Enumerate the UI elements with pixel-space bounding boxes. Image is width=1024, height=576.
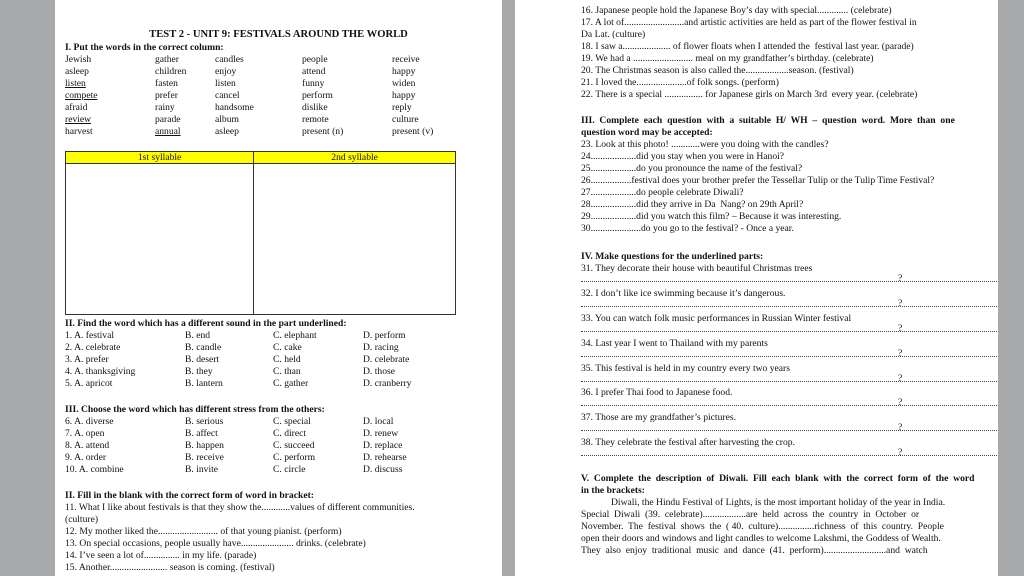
option-a: 8. A. attend [65,440,110,451]
word-cell: dislike [302,102,328,113]
word-cell: funny [302,78,325,89]
question-row [65,342,399,353]
word-row [65,54,420,65]
question-mark: ? [898,323,903,334]
option-b: B. end [185,330,211,341]
option-a: 4. A. thanksgiving [65,366,136,377]
option-c: C. perform [273,452,316,463]
word-cell: children [155,66,187,77]
question-23: 23. Look at this photo! ............were you doing with the candles? [581,139,829,150]
section-4-heading-right: IV. Make questions for the underlined parts: [581,251,764,262]
option-a: 3. A. prefer [65,354,109,365]
option-c: C. succeed [273,440,315,451]
option-c: C. circle [273,464,306,475]
syllable-cell-2[interactable] [254,164,456,315]
question-13: 13. On special occasions, people usually have...................... drinks. (celebrate) [65,538,366,549]
option-b: B. happen [185,440,224,451]
answer-line[interactable] [581,281,997,282]
question-12: 12. My mother liked the......................... of that young pianist. (perform) [65,526,342,537]
question-27: 27...................do people celebrate Diwali? [581,187,744,198]
word-cell: reply [392,102,412,113]
word-row [65,114,419,125]
word-cell: present (v) [392,126,434,137]
option-d: D. local [363,416,394,427]
question-17: 17. A lot of.........................and artistic activities are held as part of the flower festival in [581,17,917,28]
word-cell: fasten [155,78,178,89]
question-mark: ? [898,447,903,458]
word-row [65,90,416,101]
paragraph-line: Special Diwali (39. celebrate)..................are held across the country in October or [581,509,920,520]
paragraph-line: open their doors and windows and light candles to welcome Lakshmi, the Goddess of Wealth. [581,533,941,544]
answer-line[interactable] [581,455,997,456]
section-3-heading: III. Choose the word which has different stress from the others: [65,404,325,415]
word-cell: receive [392,54,420,65]
word-cell: listen [65,78,86,89]
section-2-heading: II. Find the word which has a different sound in the part underlined: [65,318,347,329]
question-28: 28...................did they arrive in Da Nang? on 29th April? [581,199,804,210]
word-cell: rainy [155,102,175,113]
answer-line[interactable] [581,331,997,332]
word-row [65,102,412,113]
word-cell: gather [155,54,179,65]
word-cell: harvest [65,126,93,137]
question-24: 24...................did you stay when you were in Hanoi? [581,151,785,162]
section-3-heading-right: III. Complete each question with a suitable H/ WH – question word. More than one [581,115,955,126]
question-26: 26.................festival does your brother prefer the Tessellar Tulip or the Tulip Time Festival? [581,175,935,186]
question-29: 29...................did you watch this film? – Because it was interesting. [581,211,842,222]
option-b: B. lantern [185,378,223,389]
question-32: 32. I don’t like ice swimming because it’s dangerous. [581,288,786,299]
question-mark: ? [898,373,903,384]
answer-line[interactable] [581,306,997,307]
word-row [65,126,434,137]
option-d: D. replace [363,440,403,451]
option-d: D. cranberry [363,378,412,389]
option-d: D. racing [363,342,399,353]
question-16: 16. Japanese people hold the Japanese Boy’s day with special............. (celebrate) [581,5,892,16]
worksheet-page-right [515,0,998,576]
question-14: 14. I’ve seen a lot of............... in my life. (parade) [65,550,257,561]
word-cell: prefer [155,90,178,101]
question-21: 21. I loved the.....................of folk songs. (perform) [581,77,779,88]
question-row [65,440,403,451]
syllable-header-2: 2nd syllable [254,152,456,164]
word-cell: widen [392,78,416,89]
word-cell: perform [302,90,333,101]
option-c: C. elephant [273,330,317,341]
word-cell: listen [215,78,236,89]
section-5-heading-cont: in the brackets: [581,485,645,496]
question-17-hint: Da Lat. (culture) [581,29,646,40]
word-cell: compete [65,90,98,101]
question-34: 34. Last year I went to Thailand with my parents [581,338,768,349]
option-a: 9. A. order [65,452,107,463]
question-33: 33. You can watch folk music performances in Russian Winter festival [581,313,852,324]
option-d: D. rehearse [363,452,407,463]
word-cell: cancel [215,90,240,101]
question-mark: ? [898,397,903,408]
option-b: B. desert [185,354,220,365]
question-mark: ? [898,273,903,284]
answer-line[interactable] [581,405,997,406]
option-d: D. discuss [363,464,403,475]
question-row [65,378,412,389]
question-11-hint: (culture) [65,514,99,525]
option-d: D. perform [363,330,406,341]
question-18: 18. I saw a.................... of flower floats when I attended the festival last year. (parade) [581,41,914,52]
worksheet-page-left [55,0,502,576]
question-row [65,354,410,365]
option-b: B. affect [185,428,218,439]
question-35: 35. This festival is held in my country every two years [581,363,790,374]
question-row [65,366,395,377]
word-cell: handsome [215,102,254,113]
word-cell: enjoy [215,66,237,77]
word-cell: remote [302,114,329,125]
option-b: B. receive [185,452,224,463]
question-25: 25...................do you pronounce the name of the festival? [581,163,803,174]
option-b: B. serious [185,416,224,427]
question-19: 19. We had a ......................... meal on my grandfather’s birthday. (celebrate) [581,53,874,64]
question-30: 30.....................do you go to the festival? - Once a year. [581,223,794,234]
option-d: D. renew [363,428,399,439]
option-c: C. held [273,354,301,365]
syllable-cell-1[interactable] [66,164,254,315]
option-b: B. candle [185,342,222,353]
question-36: 36. I prefer Thai food to Japanese food. [581,387,733,398]
paragraph-line: They also enjoy traditional music and dance (41. perform)..........................and watch [581,545,928,556]
question-row [65,452,407,463]
option-a: 2. A. celebrate [65,342,121,353]
option-c: C. direct [273,428,307,439]
option-a: 6. A. diverse [65,416,114,427]
option-a: 7. A. open [65,428,105,439]
word-cell: culture [392,114,419,125]
question-20: 20. The Christmas season is also called the..................season. (festival) [581,65,854,76]
section-5-heading: V. Complete the description of Diwali. Fill each blank with the correct form of the word [581,473,975,484]
option-c: C. special [273,416,311,427]
word-cell: annual [155,126,181,137]
option-b: B. they [185,366,213,377]
question-15: 15. Another........................ season is coming. (festival) [65,562,275,573]
option-c: C. gather [273,378,309,389]
section-4-heading: II. Fill in the blank with the correct form of word in bracket: [65,490,314,501]
word-cell: asleep [65,66,89,77]
word-cell: parade [155,114,181,125]
question-row [65,428,399,439]
paragraph-line: Diwali, the Hindu Festival of Lights, is the most important holiday of the year in India. [611,497,946,508]
question-37: 37. Those are my grandfather’s pictures. [581,412,736,423]
section-1-heading: I. Put the words in the correct column: [65,42,224,53]
answer-line[interactable] [581,381,997,382]
word-cell: happy [392,90,416,101]
option-c: C. than [273,366,301,377]
word-cell: Jewish [65,54,92,65]
option-a: 1. A. festival [65,330,115,341]
section-3-heading-right-cont: question word may be accepted: [581,127,713,138]
question-38: 38. They celebrate the festival after harvesting the crop. [581,437,795,448]
word-row [65,78,416,89]
paragraph-line: November. The festival shows the ( 40. culture)...............richness of this country. People [581,521,944,532]
question-row [65,416,394,427]
question-row [65,330,406,341]
question-mark: ? [898,422,903,433]
word-row [65,66,416,77]
syllable-table [65,151,456,315]
option-d: D. celebrate [363,354,410,365]
word-cell: asleep [215,126,239,137]
question-row [65,464,403,475]
question-11: 11. What I like about festivals is that they show the............values of different communities. [65,502,415,513]
word-cell: review [65,114,92,125]
option-c: C. cake [273,342,302,353]
word-cell: candles [215,54,244,65]
word-cell: happy [392,66,416,77]
option-a: 5. A. apricot [65,378,113,389]
question-31: 31. They decorate their house with beautiful Christmas trees [581,263,813,274]
question-mark: ? [898,298,903,309]
word-cell: attend [302,66,326,77]
word-cell: afraid [65,102,88,113]
worksheet-title: TEST 2 - UNIT 9: FESTIVALS AROUND THE WORLD [149,29,408,40]
option-b: B. invite [185,464,219,475]
answer-line[interactable] [581,430,997,431]
word-cell: present (n) [302,126,344,137]
word-cell: people [302,54,328,65]
answer-line[interactable] [581,356,997,357]
word-cell: album [215,114,239,125]
option-a: 10. A. combine [65,464,124,475]
question-22: 22. There is a special ................ for Japanese girls on March 3rd every year. (celebrate) [581,89,918,100]
option-d: D. those [363,366,395,377]
syllable-header-1: 1st syllable [66,152,254,164]
question-mark: ? [898,348,903,359]
